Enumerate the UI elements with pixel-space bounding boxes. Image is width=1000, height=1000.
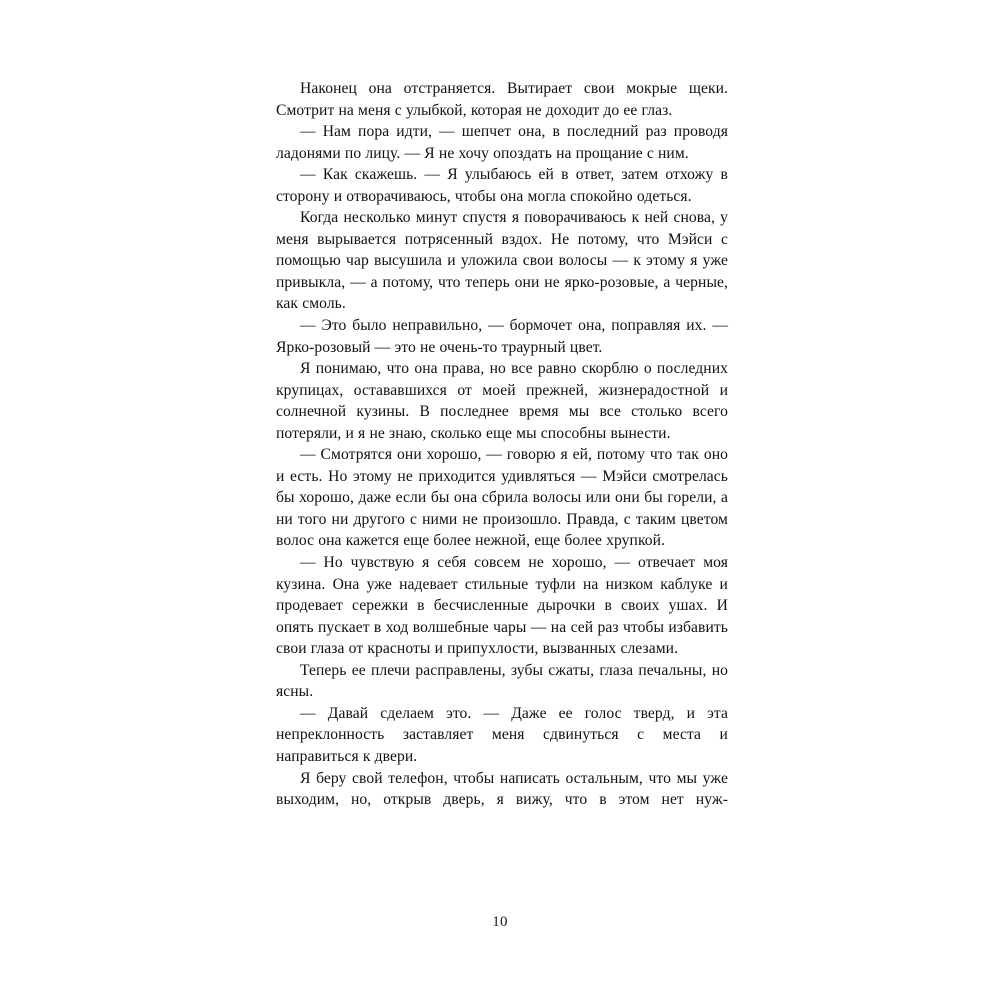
paragraph-7: — Смотрятся они хорошо, — говорю я ей, потому что так оно и есть. Но этому не приходится удивляться — Мэйси смотрелась бы хорошо, даже если бы она сбрила волосы или они бы горели, а ни того ни другого с ними не произошло. Правда, с таким цветом волос она кажется еще более нежной, еще более хрупкой. (276, 446, 728, 550)
page-number: 10 (492, 914, 508, 930)
paragraph-10: — Давай сделаем это. — Даже ее голос тверд, и эта непреклонность заставляет меня сдвинуться с места и направиться к двери. (276, 704, 728, 765)
paragraph-4: Когда несколько минут спустя я поворачиваюсь к ней снова, у меня вырывается потрясенный вздох. Не потому, что Мэйси с помощью чар высушила и уложила свои волосы — к этому я уже привыкла, — а потому, что теперь они не ярко-розовые, а черные, как смоль. (276, 209, 728, 313)
paragraph-3: — Как скажешь. — Я улыбаюсь ей в ответ, затем отхожу в сторону и отворачиваюсь, чтобы она могла спокойно одеться. (276, 166, 728, 205)
paragraph-11: Я беру свой телефон, чтобы написать остальным, что мы уже выходим, но, открыв дверь, я вижу, что в этом нет нуж- (276, 769, 728, 809)
page-text-block (276, 78, 728, 811)
paragraph-9: Теперь ее плечи расправлены, зубы сжаты, глаза печальны, но ясны. (276, 661, 728, 701)
paragraph-6: Я понимаю, что она права, но все равно скорблю о последних крупицах, остававшихся от моей прежней, жизнерадостной и солнечной кузины. В последнее время мы все столько всего потеряли, и я не знаю, сколько еще мы способны вынести. (276, 360, 728, 442)
paragraph-8: — Но чувствую я себя совсем не хорошо, — отвечает моя кузина. Она уже надевает стильные туфли на низком каблуке и продевает сережки в бесчисленные дырочки в своих ушах. И опять пускает в ход волшебные чары — на сей раз чтобы избавить свои глаза от красноты и припухлости, вызванных слезами. (276, 554, 728, 658)
paragraph-5: — Это было неправильно, — бормочет она, поправляя их. — Ярко-розовый — это не очень-то траурный цвет. (276, 317, 728, 356)
paragraph-2: — Нам пора идти, — шепчет она, в последний раз проводя ладонями по лицу. — Я не хочу опоздать на прощание с ним. (276, 123, 728, 162)
paragraph-1: Наконец она отстраняется. Вытирает свои мокрые щеки. Смотрит на меня с улыбкой, которая не доходит до ее глаз. (276, 80, 728, 119)
